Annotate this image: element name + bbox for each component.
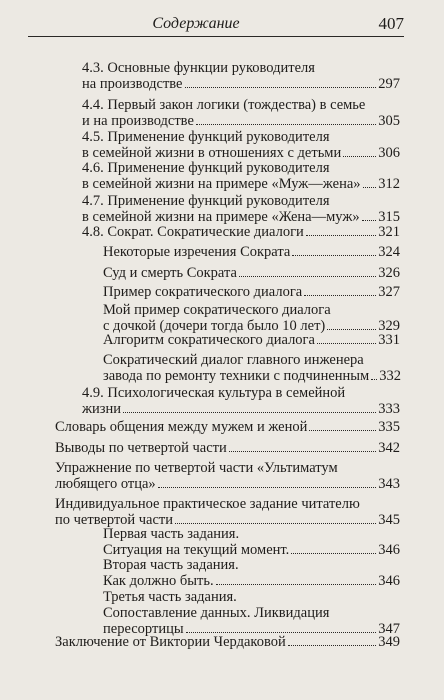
toc-entry [103, 352, 400, 384]
toc-entry [103, 589, 400, 637]
dot-leader [309, 419, 376, 431]
dot-leader [291, 542, 376, 554]
toc-entry-title-line: Сократический диалог главного инженера [103, 352, 364, 368]
toc-entry [55, 634, 400, 650]
toc-entry [103, 265, 400, 281]
toc-entry-title-line: Сопоставление данных. Ликвидация [103, 605, 330, 621]
toc-entry-title-line: 4.7. Применение функций руководителя [82, 193, 330, 209]
toc-entry-title-line: 4.6. Применение функций руководителя [82, 160, 330, 176]
toc-entry [103, 526, 400, 558]
header-page-number: 407 [378, 14, 404, 33]
toc-entry-title-line: пересортицы [103, 621, 184, 637]
toc-page-number: 326 [378, 265, 400, 281]
toc-page-number: 315 [378, 209, 400, 225]
toc-page-number: 346 [378, 542, 400, 558]
toc-page-number: 305 [378, 113, 400, 129]
dot-leader [306, 224, 376, 236]
toc-entry [103, 557, 400, 589]
toc-entry-title-line: на производстве [82, 76, 183, 92]
toc-entry-title-line: любящего отца» [55, 476, 156, 492]
running-header [28, 0, 404, 50]
toc-page-number: 332 [379, 368, 401, 384]
dot-leader [371, 368, 377, 380]
toc-entry [82, 193, 400, 225]
toc-entry [55, 460, 400, 492]
toc-page-number: 342 [378, 440, 400, 456]
dot-leader [123, 401, 376, 413]
toc-entry-title-line: Выводы по четвертой части [55, 440, 227, 456]
toc-entry [103, 284, 400, 300]
toc-entry [103, 332, 400, 348]
toc-entry [55, 496, 400, 528]
toc-page-number: 345 [378, 512, 400, 528]
toc-page-number: 321 [378, 224, 400, 240]
toc-entry [82, 97, 400, 129]
toc-page-number: 346 [378, 573, 400, 589]
toc-entry-title-line: 4.3. Основные функции руководителя [82, 60, 315, 76]
toc-entry-title-line: Третья часть задания. [103, 589, 237, 605]
toc-entry-title-line: с дочкой (дочери тогда было 10 лет) [103, 318, 326, 334]
toc-entry [82, 385, 400, 417]
toc-entry [82, 160, 400, 192]
dot-leader [304, 284, 376, 296]
toc-entry-title-line: в семейной жизни на примере «Жена—муж» [82, 209, 360, 225]
toc-entry [82, 224, 400, 240]
toc-entry-title-line: Алгоритм сократического диалога [103, 332, 315, 348]
toc-entry-title-line: Мой пример сократического диалога [103, 302, 331, 318]
toc-entry-title-line: в семейной жизни на примере «Муж—жена» [82, 176, 361, 192]
toc-entry-title-line: Первая часть задания. [103, 526, 240, 542]
toc-page-number: 343 [378, 476, 400, 492]
dot-leader [158, 476, 377, 488]
toc-page-number: 335 [378, 419, 400, 435]
dot-leader [175, 512, 376, 524]
dot-leader [216, 573, 377, 585]
toc-entry-title-line: 4.8. Сократ. Сократические диалоги [82, 224, 304, 240]
dot-leader [362, 209, 377, 221]
toc-entry-title-line: Вторая часть задания. [103, 557, 239, 573]
toc-entry-title-line: Пример сократического диалога [103, 284, 303, 300]
toc-entry [82, 129, 400, 161]
toc-entry-title-line: Индивидуальное практическое задание читателю [55, 496, 360, 512]
toc-entry [103, 244, 400, 260]
toc-page-number: 347 [378, 621, 400, 637]
toc-page-number: 306 [378, 145, 400, 161]
toc-page-number: 297 [378, 76, 400, 92]
dot-leader [343, 145, 376, 157]
dot-leader [363, 176, 377, 188]
toc-entry-title-line: Заключение от Виктории Чердаковой [55, 634, 286, 650]
toc-entry-title-line: Ситуация на текущий момент. [103, 542, 290, 558]
toc-page-number: 333 [378, 401, 400, 417]
toc-entry-title-line: Некоторые изречения Сократа [103, 244, 291, 260]
dot-leader [185, 76, 377, 88]
toc-entry-title-line: Суд и смерть Сократа [103, 265, 237, 281]
dot-leader [288, 634, 377, 646]
toc-page-number: 312 [378, 176, 400, 192]
dot-leader [186, 621, 377, 633]
toc-page-number: 331 [378, 332, 400, 348]
toc-entry-title-line: Как должно быть. [103, 573, 214, 589]
toc-page-number: 327 [378, 284, 400, 300]
toc-page-number: 349 [378, 634, 400, 650]
header-title: Содержание [152, 15, 240, 32]
dot-leader [196, 113, 376, 125]
toc-entry [55, 440, 400, 456]
toc-entry-title-line: по четвертой части [55, 512, 173, 528]
toc-entry-title-line: завода по ремонту техники с подчиненным [103, 368, 370, 384]
toc-entry-title-line: в семейной жизни в отношениях с детьми [82, 145, 342, 161]
header-rule [28, 36, 404, 37]
dot-leader [239, 265, 376, 277]
toc-entry-title-line: Словарь общения между мужем и женой [55, 419, 308, 435]
toc-entry-title-line: 4.5. Применение функций руководителя [82, 129, 330, 145]
toc-entry [103, 302, 400, 334]
toc-entry [82, 60, 400, 92]
toc-entry-title-line: жизни [82, 401, 122, 417]
toc-entry-title-line: и на производстве [82, 113, 194, 129]
dot-leader [229, 440, 377, 452]
toc-entry-title-line: Упражнение по четвертой части «Ультиматум [55, 460, 338, 476]
toc-entry [55, 419, 400, 435]
dot-leader [292, 244, 376, 256]
toc-entry-title-line: 4.9. Психологическая культура в семейной [82, 385, 346, 401]
toc-entry-title-line: 4.4. Первый закон логики (тождества) в семье [82, 97, 366, 113]
toc-page-number: 324 [378, 244, 400, 260]
dot-leader [317, 332, 376, 344]
toc-page-number: 329 [378, 318, 400, 334]
dot-leader [327, 318, 376, 330]
